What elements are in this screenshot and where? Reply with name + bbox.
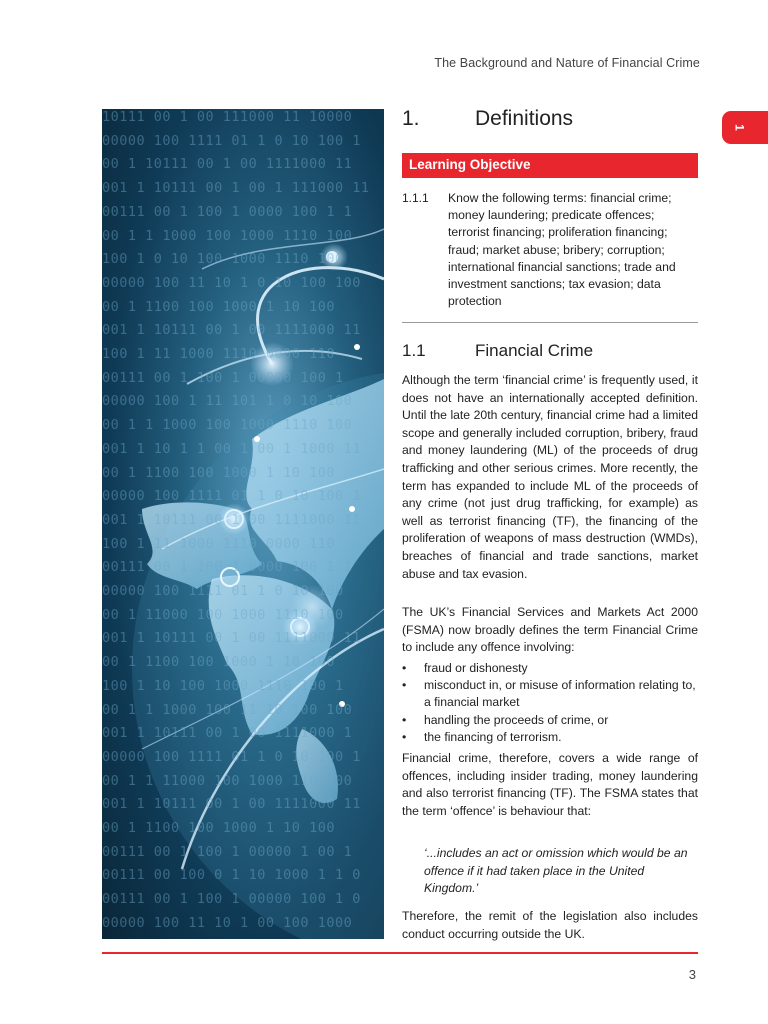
learning-objective-text: Know the following terms: financial crime; money laundering; predicate offences; terrorist financing; proliferation financing; fraud; market abuse; bribery; corruption; international financial sanctions; trade and investment sanctions; tax evasion; data protection (448, 191, 676, 309)
learning-objective-label: Learning Objective (409, 157, 531, 172)
binary-code-row: 001 1 10111 00 1 00 1111000 11 (102, 630, 361, 647)
footer-rule (102, 952, 698, 954)
binary-code-row: 00 1 1100 100 1000 1 10 100 (102, 464, 335, 481)
list-item: • misconduct in, or misuse of information relating to, a financial market (402, 677, 698, 711)
list-item: • the financing of terrorism. (402, 729, 698, 746)
binary-code-row: 001 1 10111 00 1 00 1 111000 11 (102, 180, 370, 197)
binary-code-row: 001 1 10111 00 1 00 1111000 11 (102, 796, 361, 813)
binary-code-row: 00 1 1 1000 100 1000 1110 100 (102, 417, 353, 434)
binary-code-row: 00111 00 100 0 1 10 1000 1 1 0 (102, 867, 361, 884)
binary-code-row: 00 1 1 1000 100 11 10 100 100 (102, 701, 353, 718)
binary-code-row: 00 1 1100 100 1000 1 10 100 (102, 654, 335, 671)
running-head: The Background and Nature of Financial Crime (434, 56, 700, 70)
chapter-tab-number: 1 (733, 124, 747, 131)
binary-code-row: 100 1 0 10 100 1000 1110 100 (102, 251, 344, 268)
binary-code-row: 00000 100 11 10 1 0 10 100 100 (102, 274, 361, 291)
binary-code-row: 100 1 11 1000 1110 0000 110 (102, 346, 335, 362)
list-item: • handling the proceeds of crime, or (402, 712, 698, 729)
binary-code-row: 00 1 1100 100 1000 1 10 100 (102, 298, 335, 315)
binary-code-row: 00111 00 1 100 1 00000 100 1 0 (102, 891, 361, 908)
binary-code-row: 00 1 1100 100 1000 1 10 100 (102, 820, 335, 836)
heading2-title: Financial Crime (475, 341, 594, 360)
binary-code-row: 100 1 10 100 1000 1110 100 1 (102, 677, 344, 694)
binary-code-row: 00111 00 1 100 1 0000 100 1 1 (102, 203, 353, 220)
heading1-number: 1. (402, 107, 420, 130)
body-paragraph-4: Therefore, the remit of the legislation also includes conduct occurring outside the UK. (402, 909, 698, 941)
learning-objective-number: 1.1.1 (402, 191, 429, 205)
body-paragraph-2: The UK’s Financial Services and Markets Act 2000 (FSMA) now broadly defines the term Financial Crime to include any offence involving: (402, 605, 698, 655)
binary-code-row: 00 1 1 1000 100 1000 1110 100 (102, 227, 353, 244)
page-number: 3 (688, 967, 696, 982)
binary-code-row: 00 1 11000 100 1000 1110 100 (102, 606, 344, 623)
body-paragraph-3: Financial crime, therefore, covers a wide range of offences, including insider trading, money laundering and also terrorist financing (TF). The FSMA states that the term ‘offence’ is behaviour that: (402, 751, 698, 818)
heading1-title: Definitions (475, 107, 574, 130)
binary-code-row: 00000 100 1111 01 1 0 10 100 1 (102, 488, 361, 505)
chapter-tab[interactable] (722, 111, 768, 144)
binary-code-row: 001 1 10111 00 1 00 1111000 11 (102, 322, 361, 339)
binary-code-row: 001 1 10111 00 1 00 1111000 1 (102, 725, 353, 742)
binary-code-row: 00000 100 1111 01 1 0 10 100 1 (102, 748, 361, 765)
binary-code-row: 00000 100 1111 01 1 0 10 100 1 (102, 132, 361, 149)
binary-code-row: 00111 00 1 100 1 00000 1 00 1 (102, 843, 353, 860)
globe-binary-network-image (102, 109, 384, 939)
section-divider (402, 322, 698, 323)
binary-code-row: 001 1 10111 00 1 00 1111000 11 (102, 511, 361, 528)
body-paragraph-1: Although the term ‘financial crime’ is frequently used, it does not have an internationally accepted definition. Until the late 20th century, financial crime had a limited scope and generally included corruption, bribery, fraud and money laundering (ML) of the proceeds of drug trafficking and other serious crimes. More recently, the term has expanded to include ML of the proceeds of any crime (not just drug trafficking, for example) as well as terrorist financing (TF), the financing of the proliferation of weapons of mass destruction (WMDs), breaches of financial and trade sanctions, market abuse and tax evasion. (402, 373, 698, 581)
binary-code-row: 100 1 11 1000 1110 0000 110 (102, 535, 335, 552)
heading2-number: 1.1 (402, 341, 426, 360)
binary-code-row: 00000 100 1111 01 1 0 10 100 (102, 583, 344, 599)
learning-objective-bar (402, 153, 698, 178)
binary-code-row: 00111 00 1 100 1 0000 100 1 1 (102, 559, 353, 576)
list-item: • fraud or dishonesty (402, 660, 698, 677)
binary-code-row: 00000 100 1 11 101 1 0 10 100 (102, 393, 353, 410)
binary-code-row: 00000 100 11 10 1 00 100 1000 (102, 914, 353, 931)
offence-bullet-list (402, 660, 698, 746)
binary-code-row: 00 1 10111 00 1 00 1111000 11 (102, 156, 353, 173)
binary-code-row: 10111 00 1 00 111000 11 10000 (102, 109, 353, 125)
binary-code-row: 00 1 1 11000 100 1000 110 100 (102, 772, 353, 789)
binary-code-row: 001 1 10 1 1 00 1 00 1 1000 11 (102, 440, 361, 457)
fsma-quote: ‘...includes an act or omission which would be an offence if it had taken place in the United Kingdom.’ (424, 846, 688, 896)
binary-code-row: 00111 00 1 100 1 00000 100 1 (102, 369, 344, 386)
